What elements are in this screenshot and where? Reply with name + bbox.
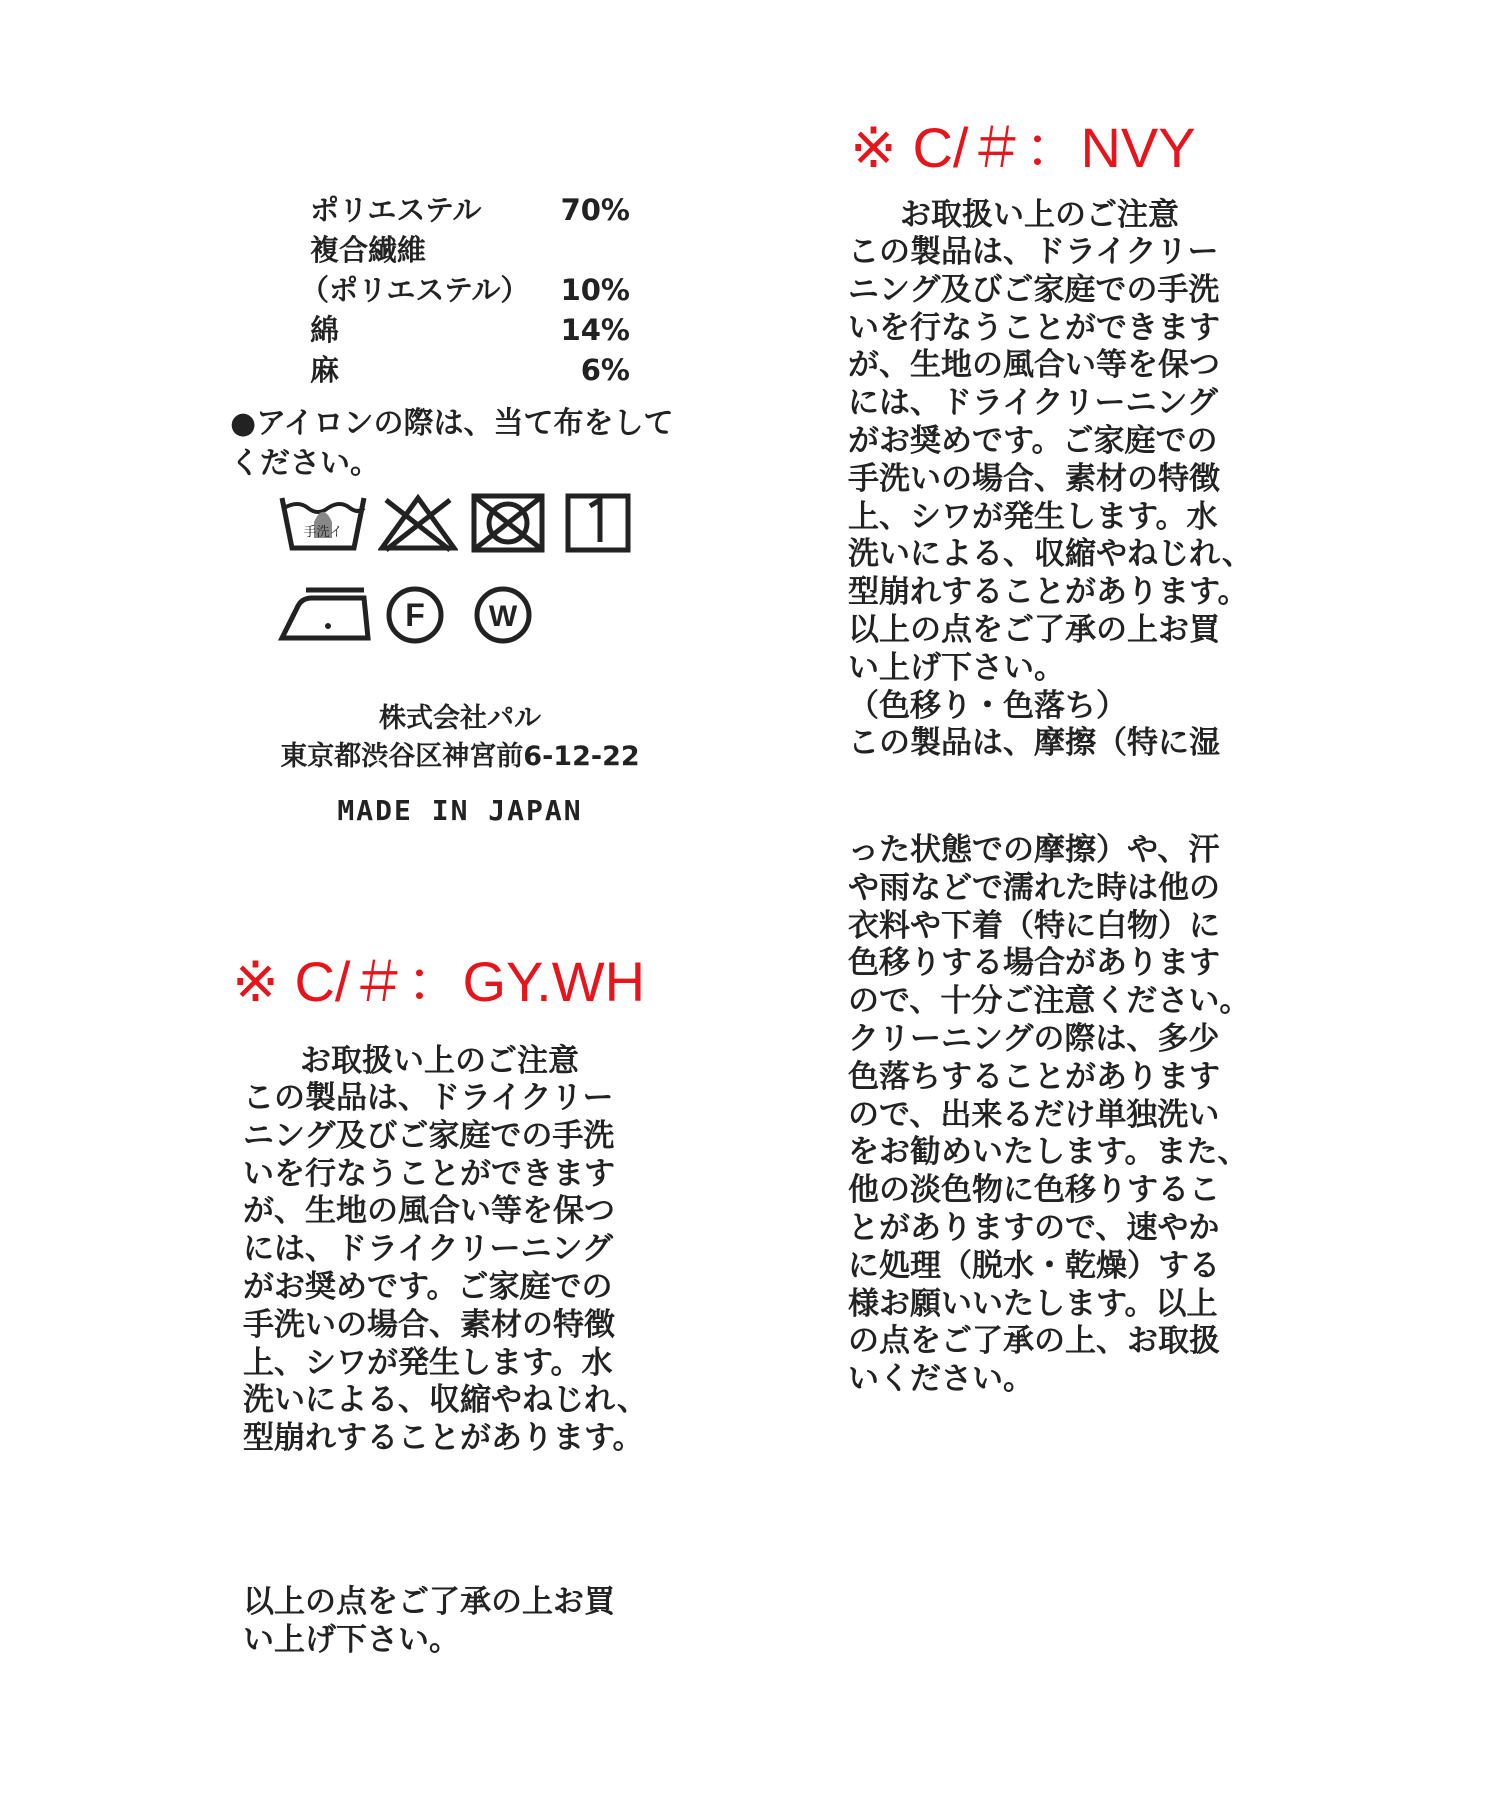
composition-row xyxy=(310,310,630,350)
hand-wash-label: 手洗イ xyxy=(303,525,343,540)
care-text-gywh-2: 以上の点をご了承の上お買 い上げ下さい。 xyxy=(243,1584,615,1658)
line-dry-icon xyxy=(564,492,632,554)
company-name: 株式会社パル xyxy=(379,703,541,734)
iron-note: ●アイロンの際は、当て布をしてください。 xyxy=(230,406,674,481)
company-address: 東京都渋谷区神宮前6-12-22 xyxy=(280,741,640,772)
material-name: 麻 xyxy=(310,353,340,387)
care-text-nvy-1: この製品は、ドライクリー ニング及びご家庭での手洗 いを行なうことができます が、生地の風合い等を保つ には、ドライクリーニング がお奨めです。ご家庭での 手洗いの場合、素材の特徴 上、シワが発生します。水 洗いによる、収縮やねじれ、 型崩れすることがあります。 以上の点をご了承の上お買 い上げ下さい。 （色移り・色落ち） この製品は、摩擦（特に湿 xyxy=(848,234,1253,762)
made-in-label: MADE IN JAPAN xyxy=(337,794,583,827)
care-title-nvy: お取扱い上のご注意 xyxy=(900,197,1179,233)
care-title-gywh: お取扱い上のご注意 xyxy=(300,1043,579,1079)
material-percent: 70% xyxy=(560,193,630,227)
low-iron-icon xyxy=(278,582,374,642)
composition-row xyxy=(310,190,630,230)
composition-row xyxy=(310,350,630,390)
composition-row xyxy=(310,230,630,270)
do-not-tumble-dry-icon xyxy=(470,492,546,554)
do-not-bleach-icon xyxy=(378,492,458,554)
material-percent: 10% xyxy=(560,273,630,307)
wet-clean-w-icon xyxy=(472,584,534,646)
material-name: 綿 xyxy=(310,313,340,347)
care-text-gywh-1: この製品は、ドライクリー ニング及びご家庭での手洗 いを行なうことができます が、生地の風合い等を保つ には、ドライクリーニング がお奨めです。ご家庭での 手洗いの場合、素材の特徴 上、シワが発生します。水 洗いによる、収縮やねじれ、 型崩れすることがあります。 xyxy=(243,1080,648,1457)
color-heading-gywh: ※ C/＃：GY.WH xyxy=(232,950,646,1013)
material-name: 複合繊維 xyxy=(310,233,427,267)
color-heading-nvy: ※ C/＃：NVY xyxy=(850,116,1196,179)
hand-wash-icon xyxy=(278,492,368,554)
composition-row xyxy=(300,270,630,310)
material-percent: 14% xyxy=(560,313,630,347)
dry-clean-f-icon xyxy=(384,584,446,646)
care-text-nvy-2: った状態での摩擦）や、汗 や雨などで濡れた時は他の 衣料や下着（特に白物）に 色移りする場合があります ので、十分ご注意ください。 クリーニングの際は、多少 色落ちすることがあります ので、出来るだけ単独洗い をお勧めいたします。また、 他の淡色物に色移りするこ とがありますので、速やか に処理（脱水・乾燥）する 様お願いいたします。以上 の点をご了承の上、お取扱 いください。 xyxy=(848,832,1251,1398)
material-name: ポリエステル xyxy=(310,193,482,227)
material-name: （ポリエステル） xyxy=(300,273,530,307)
material-percent: 6% xyxy=(580,353,630,387)
wet-clean-label: W xyxy=(488,600,518,633)
dry-clean-label: F xyxy=(405,597,425,633)
